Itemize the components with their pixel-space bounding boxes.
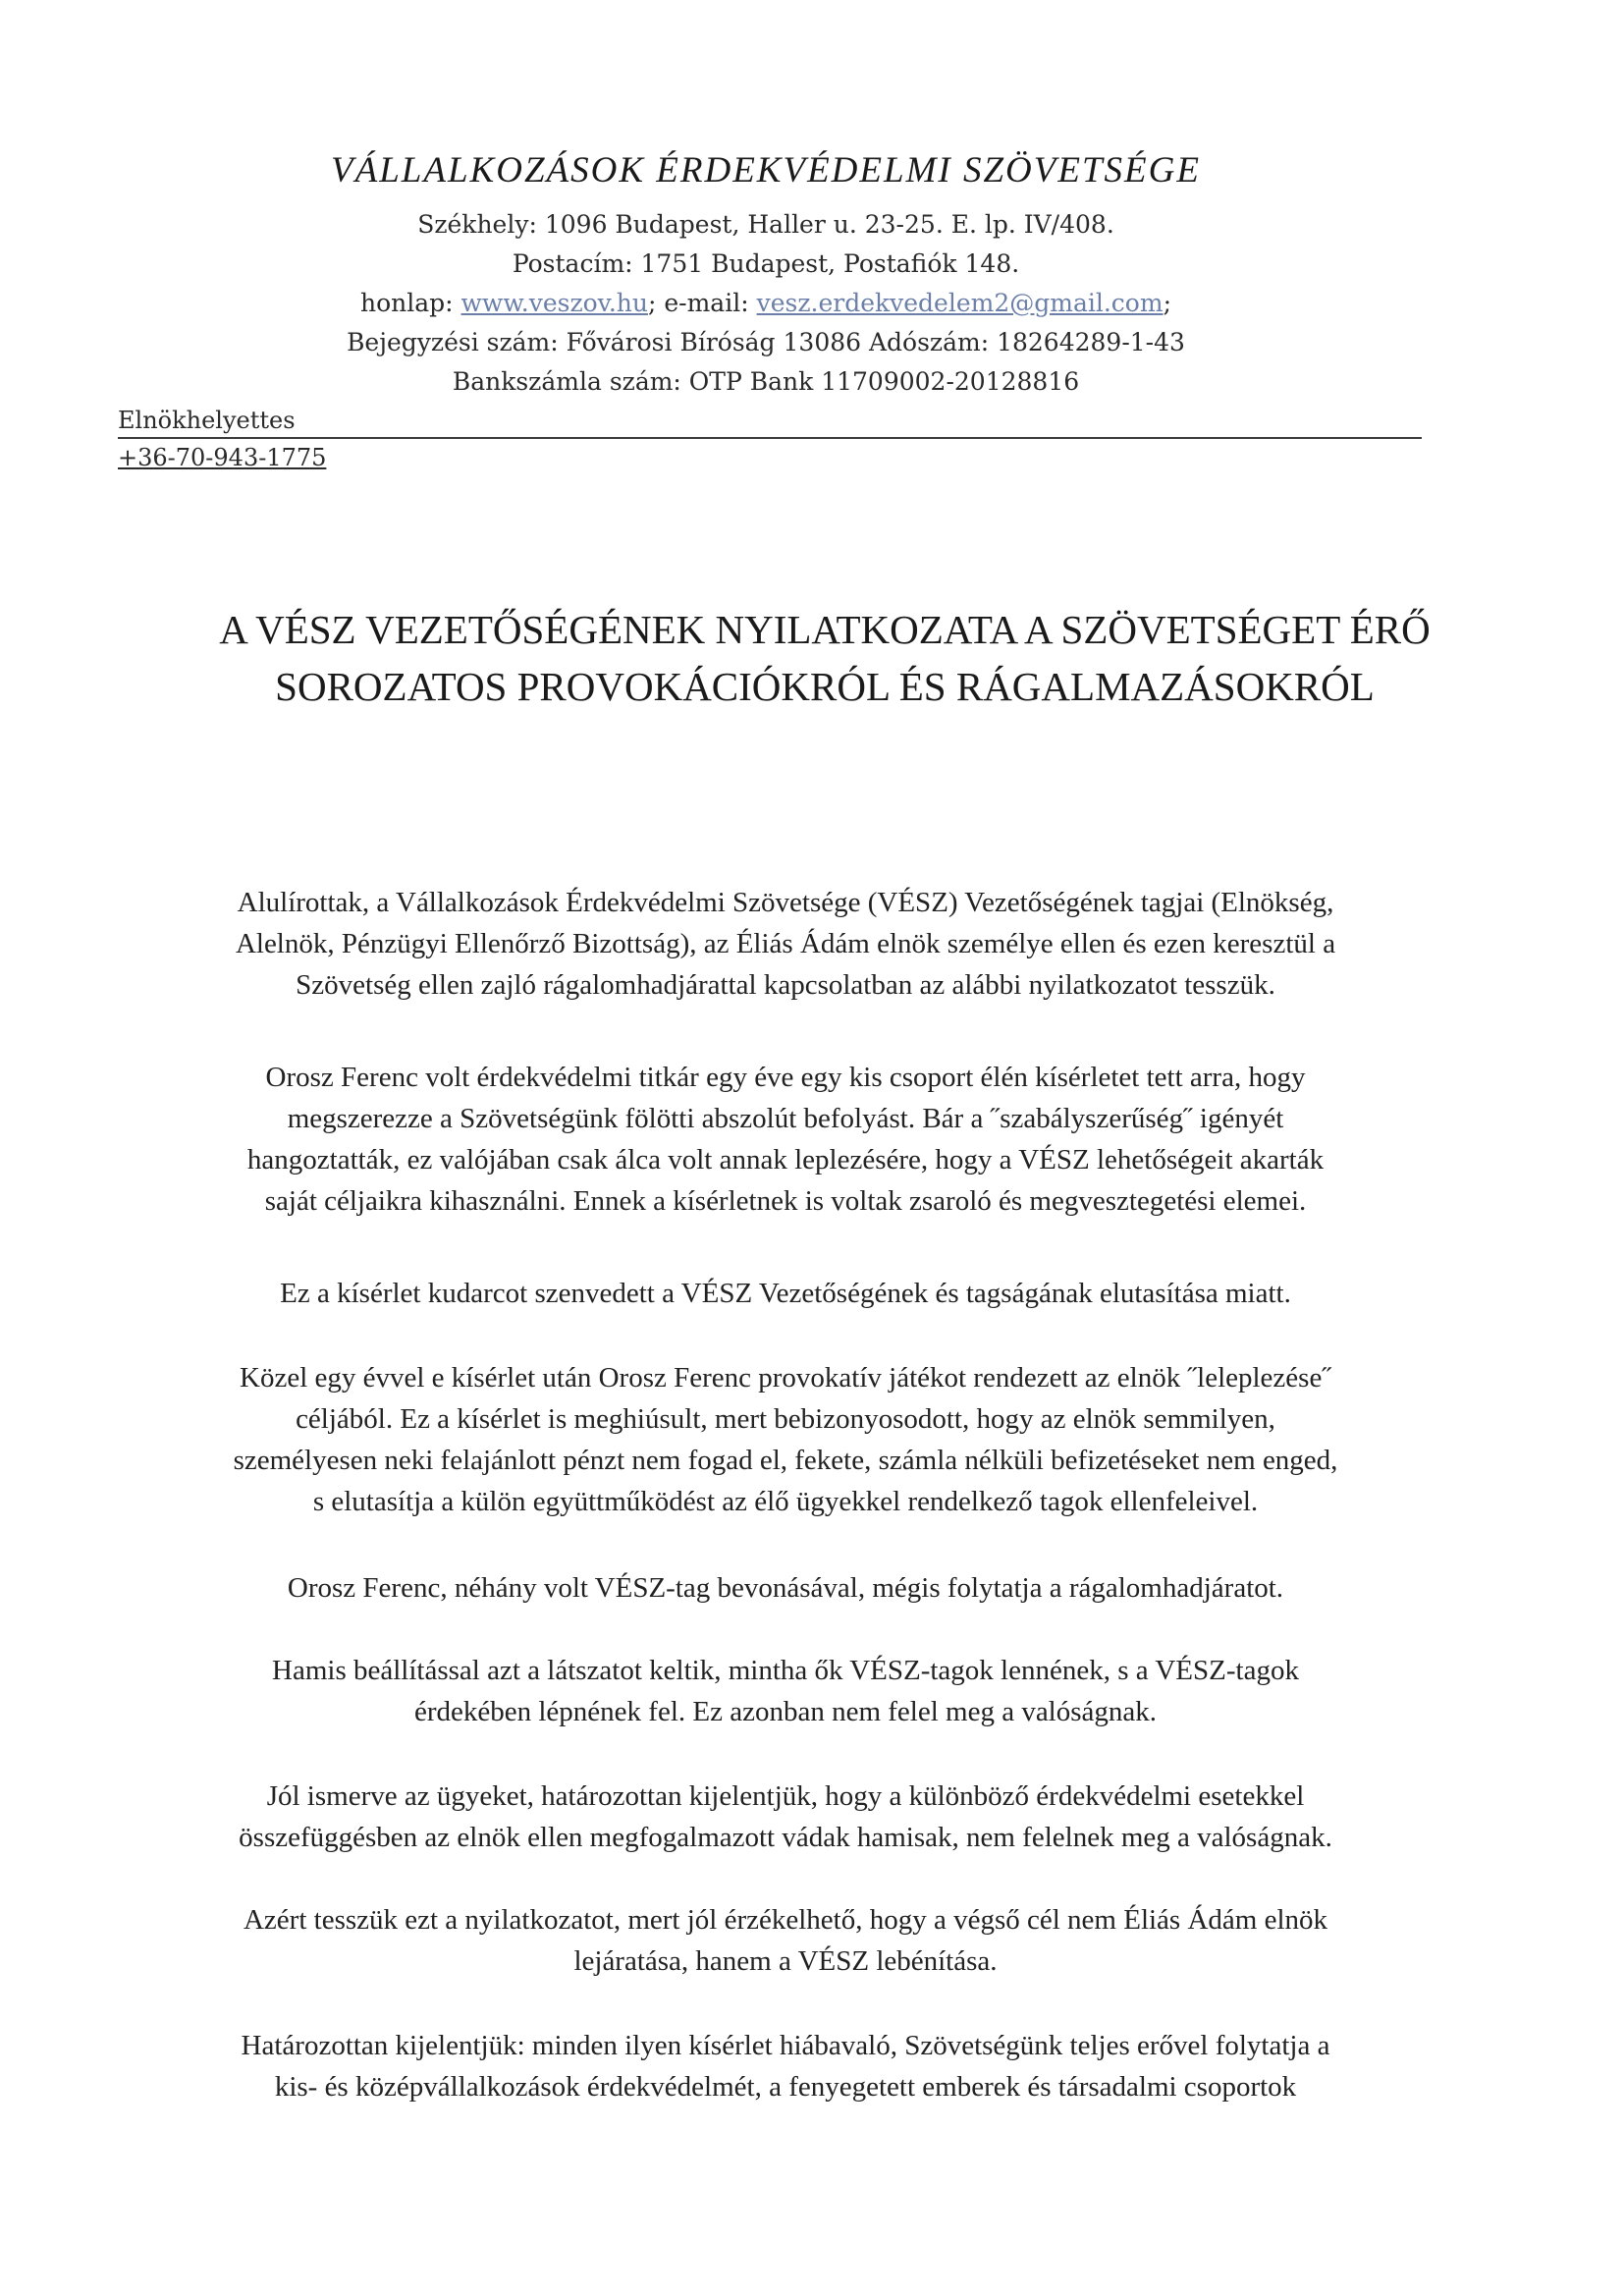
paragraph-5: [108, 1567, 1463, 1609]
text-line: Szövetség ellen zajló rágalomhadjárattal kapcsolatban az alábbi nyilatkozatot tesszük.: [296, 969, 1275, 1001]
seat-address: Székhely: 1096 Budapest, Haller u. 23-25. E. lp. IV/408.: [417, 210, 1114, 239]
text-line: kis- és középvállalkozások érdekvédelmét, a fenyegetett emberek és társadalmi csoportok: [274, 2071, 1297, 2103]
text-line: Orosz Ferenc, néhány volt VÉSZ-tag bevonásával, mégis folytatja a rágalomhadjáratot.: [287, 1572, 1284, 1604]
text-line: Hamis beállítással azt a látszatot keltik, mintha ők VÉSZ-tagok lennének, s a VÉSZ-tagok: [272, 1655, 1299, 1686]
organization-name: VÁLLALKOZÁSOK ÉRDEKVÉDELMI SZÖVETSÉGE: [331, 150, 1201, 191]
text-line: Közel egy évvel e kísérlet után Orosz Ferenc provokatív játékot rendezett az elnök ˝leleplezése˝: [240, 1362, 1331, 1394]
text-line: érdekében lépnének fel. Ez azonban nem felel meg a valóságnak.: [413, 1696, 1158, 1727]
postal-address: Postacím: 1751 Budapest, Postafiók 148.: [512, 249, 1020, 278]
text-line: Jól ismerve az ügyeket, határozottan kijelentjük, hogy a különböző érdekvédelmi esetekkel: [266, 1780, 1305, 1812]
text-line: Ez a kísérlet kudarcot szenvedett a VÉSZ Vezetőségének és tagságának elutasítása miatt.: [280, 1278, 1291, 1309]
text-line: Alulírottak, a Vállalkozások Érdekvédelmi Szövetsége (VÉSZ) Vezetőségének tagjai (Elnökség,: [237, 887, 1334, 918]
statement-title: [98, 601, 1551, 715]
paragraph-7: [108, 1776, 1463, 1858]
paragraph-4: [108, 1357, 1463, 1522]
paragraph-1: [108, 882, 1463, 1006]
paragraph-6: [108, 1650, 1463, 1732]
title-line: A VÉSZ VEZETŐSÉGÉNEK NYILATKOZATA A SZÖVETSÉGET ÉRŐ: [219, 607, 1431, 652]
text-line: lejáratása, hanem a VÉSZ lebénítása.: [573, 1945, 998, 1977]
website-label: honlap:: [359, 289, 461, 317]
title-line: SOROZATOS PROVOKÁCIÓKRÓL ÉS RÁGALMAZÁSOKRÓL: [275, 664, 1375, 709]
text-line: megszerezze a Szövetségünk fölötti abszolút befolyást. Bár a ˝szabályszerűség˝ igényét: [287, 1103, 1284, 1134]
paragraph-2: [108, 1057, 1463, 1222]
text-line: Alelnök, Pénzügyi Ellenőrző Bizottság), az Éliás Ádám elnök személye ellen és ezen keresztül a: [235, 928, 1336, 959]
text-line: Azért tesszük ezt a nyilatkozatot, mert jól érzékelhető, hogy a végső cél nem Éliás Ádám elnök: [243, 1904, 1328, 1936]
text-line: Határozottan kijelentjük: minden ilyen kísérlet hiábavaló, Szövetségünk teljes erővel folytatja a: [241, 2030, 1330, 2061]
paragraph-9: [108, 2025, 1463, 2107]
email-label: ; e-mail:: [647, 289, 757, 317]
website-link[interactable]: www.veszov.hu: [460, 289, 648, 317]
text-line: s elutasítja a külön együttműködést az élő ügyekkel rendelkező tagok ellenfeleivel.: [312, 1486, 1259, 1517]
phone-number: +36-70-943-1775: [118, 444, 327, 471]
contact-line: [0, 289, 1532, 317]
text-line: személyesen neki felajánlott pénzt nem fogad el, fekete, számla nélküli befizetéseket nem enged,: [233, 1445, 1338, 1476]
text-line: Orosz Ferenc volt érdekvédelmi titkár egy éve egy kis csoport élén kísérletet tett arra, hogy: [265, 1062, 1306, 1093]
text-line: összefüggésben az elnök ellen megfogalmazott vádak hamisak, nem felelnek meg a valóságnak.: [239, 1822, 1332, 1853]
text-line: saját céljaikra kihasználni. Ennek a kísérletnek is voltak zsaroló és megvesztegetési elemei.: [264, 1185, 1307, 1217]
text-line: hangoztatták, ez valójában csak álca volt annak leplezésére, hogy a VÉSZ lehetőségeit akarták: [246, 1144, 1325, 1175]
bank-account: Bankszámla szám: OTP Bank 11709002-20128816: [452, 367, 1080, 396]
header-divider: [118, 437, 1422, 439]
paragraph-8: [108, 1899, 1463, 1982]
paragraph-3: [108, 1273, 1463, 1314]
email-link[interactable]: vesz.erdekvedelem2@gmail.com: [756, 289, 1164, 317]
registration-info: Bejegyzési szám: Fővárosi Bíróság 13086 Adószám: 18264289-1-43: [347, 328, 1185, 356]
text-line: céljából. Ez a kísérlet is meghiúsult, mert bebizonyosodott, hogy az elnök semmilyen,: [296, 1403, 1275, 1435]
role-label: Elnökhelyettes: [118, 407, 296, 434]
email-suffix: ;: [1163, 289, 1172, 317]
